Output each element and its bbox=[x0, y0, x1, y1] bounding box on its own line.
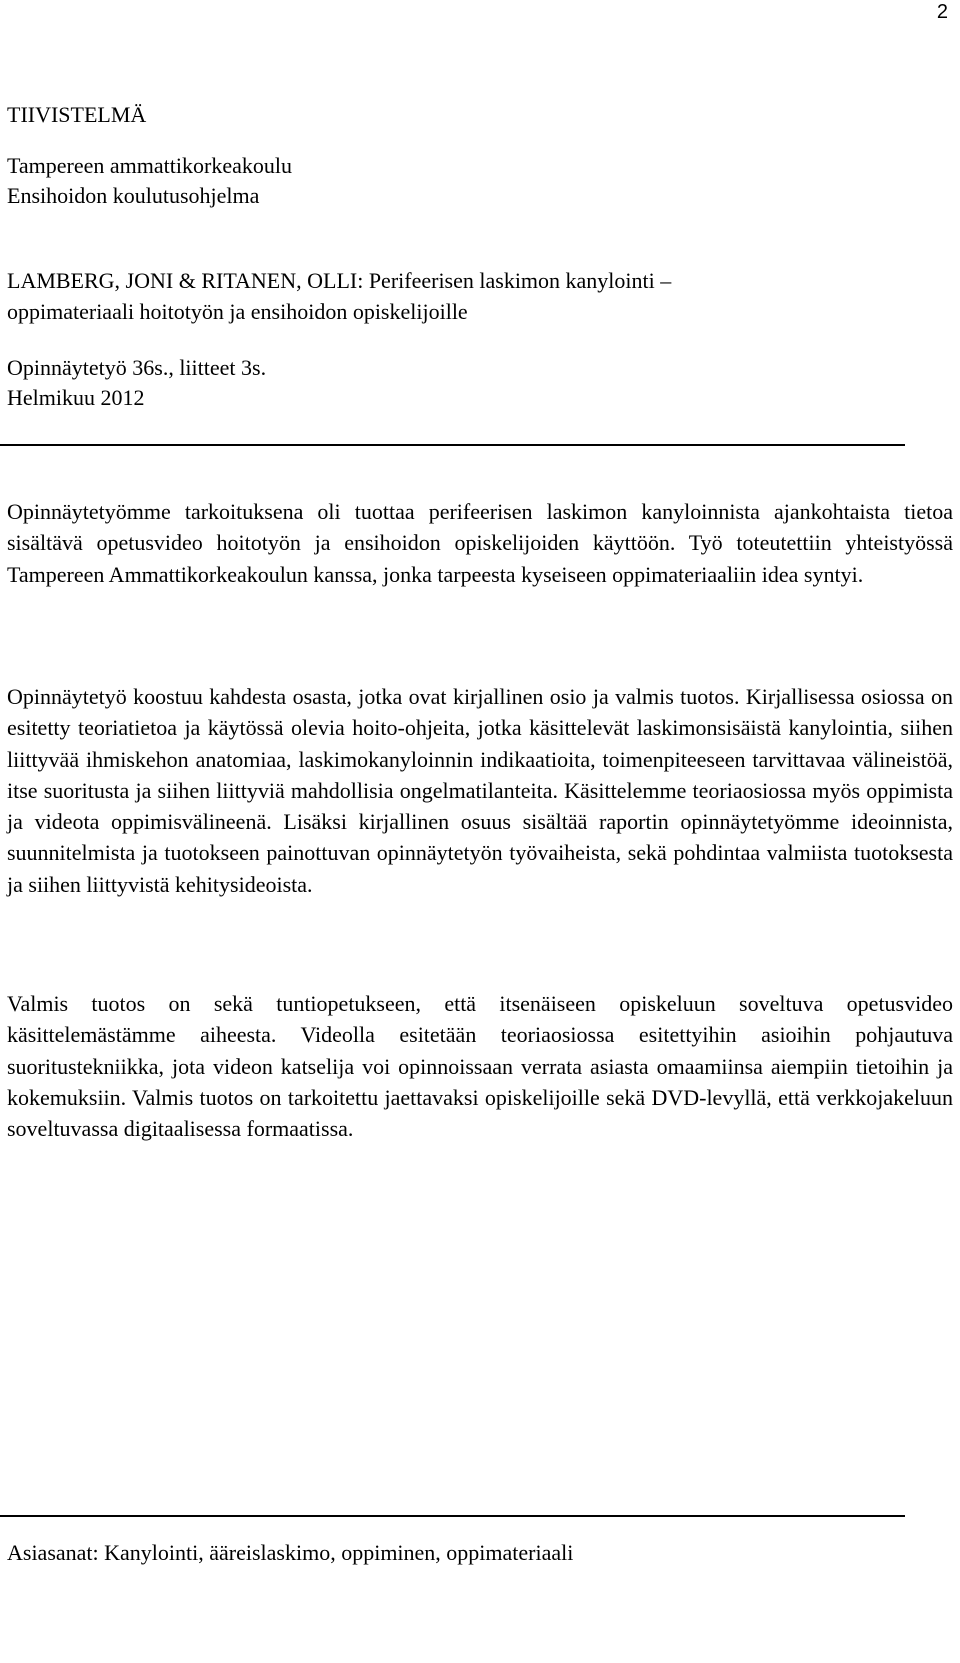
abstract-paragraph-3: Valmis tuotos on sekä tuntiopetukseen, että itsenäiseen opiskeluun soveltuva opetusvideo käsittelemästämme aiheesta. Videolla esitetään teoriaosiossa esitettyihin asioihin pohjautuva suoritustekniikka, jota videon katselija voi opinnoissaan verrata asiasta omaamiinsa aiempiin tietoihin ja kokemuksiin. Valmis tuotos on tarkoitettu jaettavaksi opiskelijoille sekä DVD-levyllä, että verkkojakeluun soveltuvassa digitaalisessa formaatissa. bbox=[7, 991, 953, 1142]
thesis-info: Opinnäytetyö 36s., liitteet 3s. bbox=[7, 355, 267, 380]
abstract-paragraph-1: Opinnäytetyömme tarkoituksena oli tuottaa perifeerisen laskimon kanyloinnista ajankohtaista tietoa sisältävä opetusvideo hoitotyön ja ensihoidon opiskelijoiden käyttöön. Työ toteutettiin yhteistyössä Tampereen Ammattikorkeakoulun kanssa, jonka tarpeesta kyseiseen oppimateriaaliin idea syntyi. bbox=[7, 499, 953, 587]
abstract-heading: TIIVISTELMÄ bbox=[7, 102, 147, 127]
keywords: Asiasanat: Kanylointi, ääreislaskimo, oppiminen, oppimateriaali bbox=[7, 1540, 574, 1565]
abstract-paragraph-2: Opinnäytetyö koostuu kahdesta osasta, jotka ovat kirjallinen osio ja valmis tuotos. Kirjallisessa osiossa on esitetty teoriatietoa ja käytössä olevia hoito-ohjeita, jotka käsittelevät laskimonsisäistä kanylointia, siihen liittyvää ihmiskehon anatomiaa, laskimokanyloinnin indikaatioita, toimenpiteeseen tarvittavaa välineistöä, itse suoritusta ja siihen liittyviä mahdollisia ongelmatilanteita. Käsittelemme teoriaosiossa myös oppimista ja videota oppimisvälineenä. Lisäksi kirjallinen osuus sisältää raportin opinnäytetyömme ideoinnista, suunnitelmista ja tuotokseen painottuvan opinnäytetyön työvaiheista, sekä pohdintaa valmiista tuotoksesta ja siihen liittyvistä kehitysideoista. bbox=[7, 684, 953, 897]
header-divider bbox=[0, 444, 905, 446]
degree-program: Ensihoidon koulutusohjelma bbox=[7, 183, 260, 208]
thesis-date: Helmikuu 2012 bbox=[7, 385, 145, 410]
footer-divider bbox=[0, 1515, 905, 1517]
authors-title-line-2: oppimateriaali hoitotyön ja ensihoidon opiskelijoille bbox=[7, 299, 468, 324]
page-number: 2 bbox=[936, 1, 948, 23]
authors-title-line-1: LAMBERG, JONI & RITANEN, OLLI: Perifeerisen laskimon kanylointi – bbox=[7, 268, 672, 293]
institution-name: Tampereen ammattikorkeakoulu bbox=[7, 153, 292, 178]
